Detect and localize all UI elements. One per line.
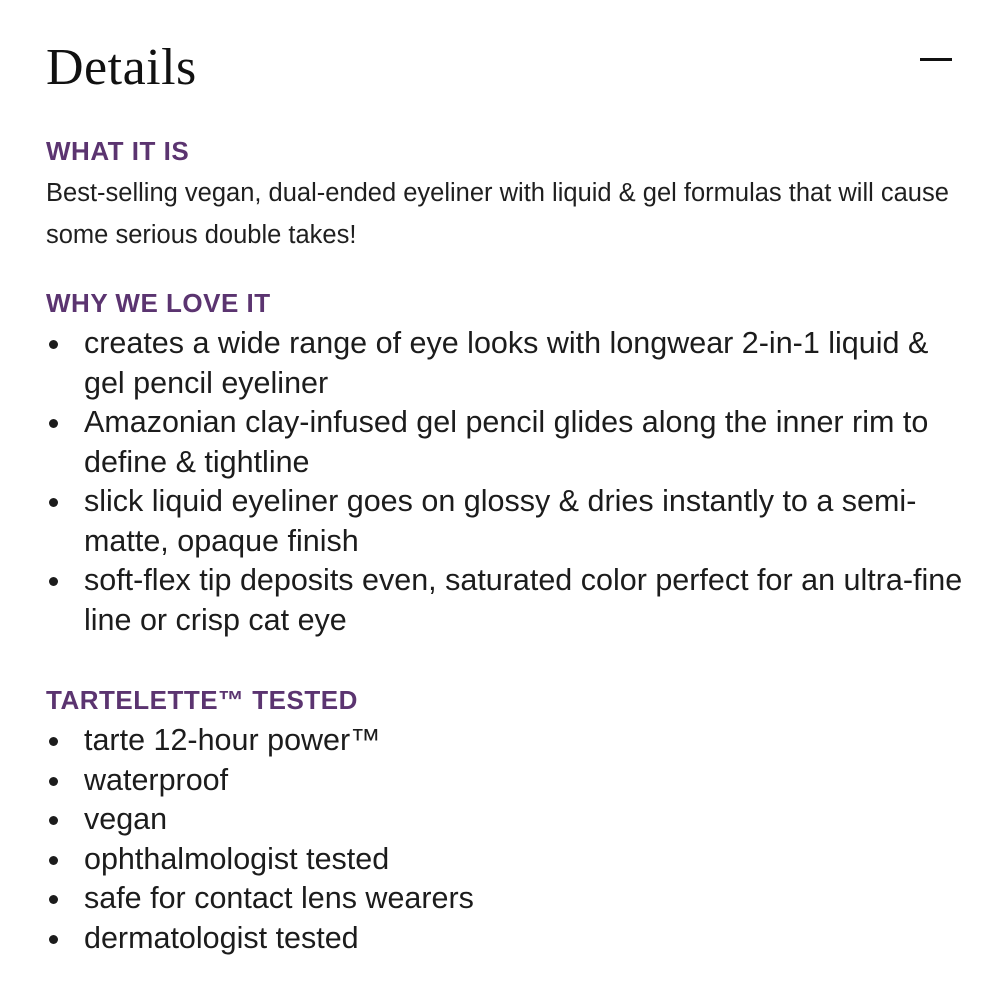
list-item-text: vegan <box>84 802 168 836</box>
list-item-text: slick liquid eyeliner goes on glossy & dries instantly to a semi-matte, opaque finish <box>84 484 917 558</box>
list-item-text: creates a wide range of eye looks with longwear 2-in-1 liquid & gel pencil eyeliner <box>84 326 929 400</box>
list-item <box>46 919 966 959</box>
bullet-icon <box>49 737 58 746</box>
list-item-text: soft-flex tip deposits even, saturated color perfect for an ultra-fine line or crisp cat eye <box>84 563 963 637</box>
why-we-love-it-heading: WHY WE LOVE IT <box>46 288 271 318</box>
list-item-text: safe for contact lens wearers <box>84 881 474 915</box>
bullet-icon <box>49 816 58 825</box>
list-item-text: ophthalmologist tested <box>84 841 390 876</box>
list-item <box>46 324 966 403</box>
details-header[interactable] <box>46 38 956 108</box>
details-title: Details <box>46 39 197 96</box>
collapse-button[interactable] <box>916 44 956 74</box>
bullet-icon <box>49 577 58 586</box>
list-item-text: tarte 12-hour power™ <box>84 723 381 757</box>
what-it-is-text: Best-selling vegan, dual-ended eyeliner with liquid & gel formulas that will cause some serious double takes! <box>46 179 949 249</box>
why-we-love-it-list <box>46 324 966 640</box>
list-item <box>46 761 966 801</box>
bullet-icon <box>49 340 58 349</box>
list-item-text: waterproof <box>84 762 229 797</box>
list-item <box>46 800 966 840</box>
tartelette-tested-list <box>46 721 966 958</box>
bullet-icon <box>49 498 58 507</box>
bullet-icon <box>49 895 58 904</box>
tartelette-tested-heading: TARTELETTE™ TESTED <box>46 685 358 715</box>
list-item <box>46 721 966 761</box>
bullet-icon <box>49 777 58 786</box>
list-item <box>46 840 966 880</box>
list-item <box>46 482 966 561</box>
list-item-text: Amazonian clay-infused gel pencil glides along the inner rim to define & tightline <box>84 405 929 479</box>
minus-icon <box>920 58 952 61</box>
bullet-icon <box>49 856 58 865</box>
list-item <box>46 879 966 919</box>
bullet-icon <box>49 935 58 944</box>
bullet-icon <box>49 419 58 428</box>
list-item <box>46 561 966 640</box>
what-it-is-heading: WHAT IT IS <box>46 136 190 166</box>
list-item <box>46 403 966 482</box>
list-item-text: dermatologist tested <box>84 920 359 955</box>
